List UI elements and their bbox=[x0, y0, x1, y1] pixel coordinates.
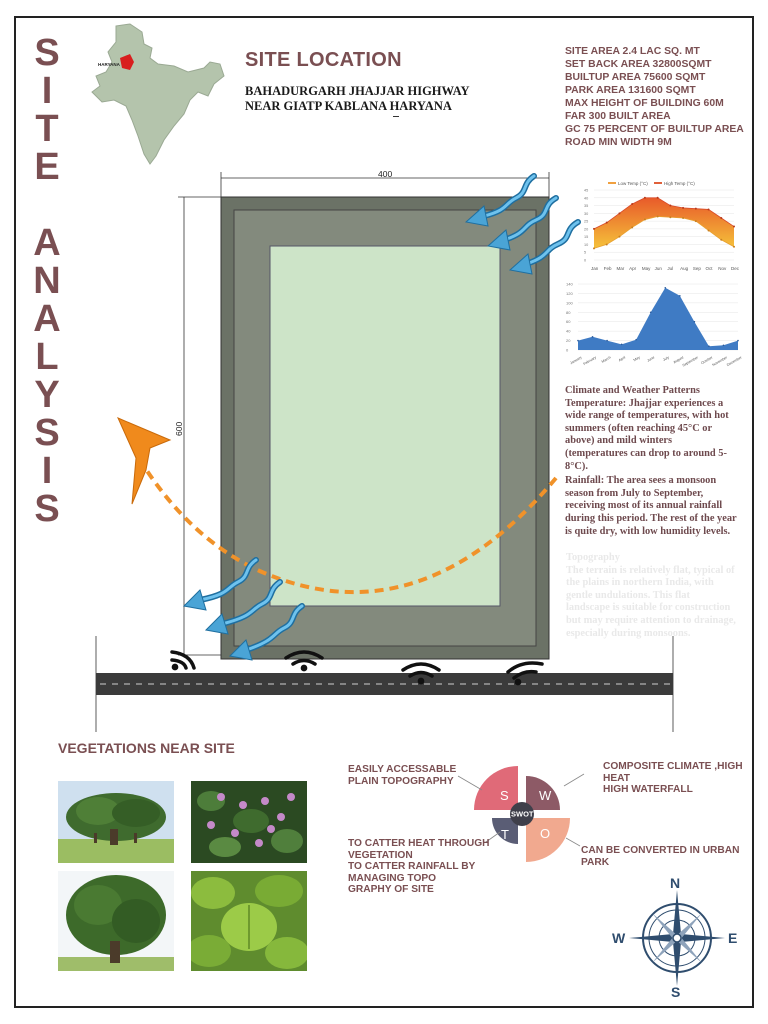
swot-opportunity-label bbox=[581, 845, 739, 868]
temp-x-label: Aug bbox=[680, 266, 689, 271]
swot-threat-line: GRAPHY OF SITE bbox=[348, 884, 434, 896]
temp-high-point bbox=[708, 208, 710, 210]
swot-letter-w: W bbox=[539, 788, 552, 803]
temp-x-label: Jul bbox=[667, 266, 674, 271]
title-letter: S bbox=[34, 412, 60, 454]
rain-x-label: December bbox=[726, 355, 742, 368]
climate-rainfall: Rainfall: The area sees a monsoon season from July to September, receiving most of its annual rainfall during this period. The rest of the year is quite dry, with low humidity levels. bbox=[565, 475, 737, 537]
rain-y-tick: 40 bbox=[566, 328, 571, 334]
temp-x-label: Mar bbox=[616, 266, 625, 271]
rain-x-label: October bbox=[700, 355, 714, 366]
vegetation-photo-leaves bbox=[191, 871, 307, 971]
stat-line: FAR 300 BUILT AREA bbox=[565, 111, 671, 122]
temperature-chart bbox=[584, 176, 740, 274]
swot-threat-line: TO CATTER HEAT THROUGH bbox=[348, 838, 490, 849]
title-letter: N bbox=[33, 260, 61, 302]
rain-point bbox=[708, 345, 710, 347]
rain-x-label: May bbox=[632, 355, 641, 363]
temp-marks bbox=[593, 197, 735, 250]
temp-high-point bbox=[669, 205, 671, 207]
rainfall-chart bbox=[566, 278, 742, 372]
rain-point bbox=[679, 295, 681, 297]
rain-point bbox=[592, 336, 594, 338]
temp-y-tick: 30 bbox=[584, 211, 589, 216]
stat-line: PARK AREA 131600 SQMT bbox=[565, 85, 696, 96]
legend-low-temp: Low Temp (°C) bbox=[618, 181, 648, 186]
title-letter: I bbox=[41, 70, 53, 112]
temp-low-point bbox=[695, 220, 697, 222]
rain-y-tick: 80 bbox=[566, 309, 571, 315]
rain-point bbox=[621, 344, 623, 346]
temp-high-point bbox=[631, 203, 633, 205]
climate-temperature: Temperature: Jhajjar experiences a wide range of temperatures, with hot summers (often reaching 45°C or above) and mild winters (temperatures can drop to around 5-8°C). bbox=[565, 397, 729, 472]
buildable-area bbox=[270, 246, 500, 606]
rain-y-tick: 0 bbox=[566, 347, 569, 353]
temp-low-point bbox=[682, 217, 684, 219]
temp-x-label: Jun bbox=[654, 266, 662, 271]
compass-s-label: S bbox=[671, 984, 681, 1000]
temp-high-point bbox=[644, 197, 646, 199]
temp-y-tick: 45 bbox=[584, 188, 589, 193]
rain-x-label: July bbox=[662, 355, 670, 363]
rain-x-label: February bbox=[582, 355, 598, 367]
rain-x-labels bbox=[569, 355, 742, 368]
noise-wave-icon bbox=[172, 652, 194, 669]
legend-high-temp: High Temp (°C) bbox=[664, 181, 695, 186]
address-line-2: NEAR GIATP KABLANA HARYANA bbox=[245, 99, 452, 113]
temp-x-label: Dec bbox=[731, 266, 740, 271]
rain-point bbox=[694, 321, 696, 323]
temp-low-point bbox=[720, 239, 722, 241]
swot-weakness-line: HEAT bbox=[603, 772, 630, 784]
sun-path-arrow-icon bbox=[118, 418, 170, 504]
rain-point bbox=[664, 287, 666, 289]
temp-y-tick: 5 bbox=[584, 250, 587, 255]
temp-x-label: Apr bbox=[629, 266, 637, 271]
title-letter: S bbox=[34, 32, 60, 74]
dim-600: 600 bbox=[174, 421, 184, 436]
climate-heading: Climate and Weather Patterns bbox=[565, 385, 700, 396]
temp-x-label: May bbox=[641, 266, 651, 271]
highway-road bbox=[96, 673, 673, 695]
swot-weakness-line: HIGH WATERFALL bbox=[603, 784, 693, 796]
swot-center-label: SWOT bbox=[511, 809, 534, 819]
temp-high-point bbox=[720, 217, 722, 219]
rain-point bbox=[635, 339, 637, 341]
compass-w-label: W bbox=[612, 930, 626, 946]
temp-low-point bbox=[631, 226, 633, 228]
temp-y-tick: 0 bbox=[584, 258, 587, 263]
temp-y-tick: 35 bbox=[584, 204, 589, 209]
swot-strength-label bbox=[348, 764, 456, 787]
dim-400: 400 bbox=[378, 169, 393, 179]
stat-line: ROAD MIN WIDTH 9M bbox=[565, 137, 672, 148]
temp-y-tick: 25 bbox=[584, 219, 589, 224]
compass-rose-icon bbox=[612, 876, 742, 1000]
temp-x-label: Jan bbox=[591, 266, 599, 271]
address-line-1: BAHADURGARH JHAJJAR HIGHWAY bbox=[245, 84, 470, 98]
rain-point bbox=[606, 340, 608, 342]
rain-y-tick: 100 bbox=[566, 300, 573, 306]
rain-point bbox=[577, 340, 579, 342]
topography-heading: Topography bbox=[566, 552, 620, 563]
vegetation-photo-tree bbox=[58, 871, 174, 971]
rain-x-label: April bbox=[617, 355, 627, 363]
rain-x-label: June bbox=[646, 355, 656, 363]
swot-strength-line: EASILY ACCESSABLE bbox=[348, 764, 457, 775]
temp-low-point bbox=[733, 246, 735, 248]
temp-y-tick: 15 bbox=[584, 235, 589, 240]
rain-y-tick: 20 bbox=[566, 338, 571, 344]
swot-weakness-label bbox=[603, 761, 743, 796]
temp-x-label: Oct bbox=[705, 266, 713, 271]
stat-line: BUILTUP AREA 75600 SQMT bbox=[565, 72, 706, 83]
temp-low-point bbox=[669, 216, 671, 218]
rain-x-label: September bbox=[681, 355, 699, 368]
swot-opportunity-line: CAN BE CONVERTED IN URBAN bbox=[581, 845, 740, 856]
temp-high-point bbox=[657, 197, 659, 199]
swot-threat-line: MANAGING TOPO bbox=[348, 872, 437, 884]
compass-n-label: N bbox=[670, 876, 681, 891]
rain-point bbox=[650, 311, 652, 313]
temp-high-point bbox=[682, 207, 684, 209]
temp-high-point bbox=[618, 212, 620, 214]
temp-x-label: Sep bbox=[692, 266, 701, 271]
stat-line: SET BACK AREA 32800SQMT bbox=[565, 59, 712, 70]
temp-low-point bbox=[618, 236, 620, 238]
compass-e-label: E bbox=[728, 930, 738, 946]
vegetation-photo-flowers bbox=[191, 781, 307, 863]
rain-point bbox=[737, 340, 739, 342]
stat-line: SITE AREA 2.4 LAC SQ. MT bbox=[565, 46, 700, 57]
rain-x-label: January bbox=[569, 355, 583, 366]
title-letter: I bbox=[41, 450, 53, 492]
temp-low-point bbox=[593, 247, 595, 249]
temp-high-point bbox=[733, 226, 735, 228]
topography-body: The terrain is relatively flat, typical of the plains in northern India, with gentle undulations. This flat landscape is suitable for construction but may require attention to drainage, especially during monsoons. bbox=[566, 564, 736, 639]
temp-high-point bbox=[606, 222, 608, 224]
climate-text bbox=[565, 385, 737, 538]
swot-weakness-line: COMPOSITE CLIMATE ,HIGH bbox=[603, 761, 743, 772]
title-letter: S bbox=[34, 488, 60, 530]
temp-x-label: Nov bbox=[718, 266, 727, 271]
temp-low-point bbox=[657, 215, 659, 217]
rain-y-tick: 140 bbox=[566, 281, 573, 287]
temp-y-tick: 40 bbox=[584, 196, 589, 201]
title-letter: A bbox=[33, 222, 61, 264]
swot-opportunity-line: PARK bbox=[581, 856, 610, 868]
swot-letter-s: S bbox=[500, 788, 509, 803]
title-letter: A bbox=[33, 298, 61, 340]
rain-y-tick: 120 bbox=[566, 290, 573, 296]
temp-x-labels bbox=[591, 266, 740, 271]
title-letter: T bbox=[35, 108, 59, 150]
swot-letter-t: T bbox=[501, 827, 509, 842]
stat-line: MAX HEIGHT OF BUILDING 60M bbox=[565, 98, 724, 109]
temp-legend bbox=[608, 181, 695, 186]
rain-point bbox=[723, 344, 725, 346]
vegetation-title: VEGETATIONS NEAR SITE bbox=[58, 740, 235, 756]
temp-x-label: Feb bbox=[603, 266, 612, 271]
haryana-label: HARYANA bbox=[98, 62, 120, 67]
temp-y-tick: 20 bbox=[584, 227, 589, 232]
swot-threat-line: TO CATTER RAINFALL BY bbox=[348, 861, 476, 873]
topography-text bbox=[566, 552, 736, 640]
vegetation-photo-banyan bbox=[58, 781, 174, 863]
temp-y-tick: 10 bbox=[584, 242, 589, 247]
rain-y-tick: 60 bbox=[566, 319, 571, 325]
temp-high-point bbox=[695, 208, 697, 210]
temp-low-point bbox=[708, 229, 710, 231]
title-letter: E bbox=[34, 146, 60, 188]
rain-x-label: March bbox=[600, 355, 612, 364]
rain-x-label: November bbox=[711, 355, 728, 368]
swot-letter-o: O bbox=[540, 826, 551, 841]
swot-threat-label bbox=[348, 838, 489, 896]
title-letter: Y bbox=[34, 374, 60, 416]
swot-strength-line: PLAIN TOPOGRAPHY bbox=[348, 775, 454, 787]
rain-x-label: August bbox=[672, 355, 685, 365]
temp-high-point bbox=[593, 228, 595, 230]
temp-low-point bbox=[606, 243, 608, 245]
temp-low-point bbox=[644, 219, 646, 221]
site-location-title: SITE LOCATION bbox=[245, 49, 402, 71]
title-letter: L bbox=[35, 336, 59, 378]
swot-threat-line: VEGETATION bbox=[348, 849, 413, 861]
stat-line: GC 75 PERCENT OF BUILTUP AREA bbox=[565, 124, 744, 135]
